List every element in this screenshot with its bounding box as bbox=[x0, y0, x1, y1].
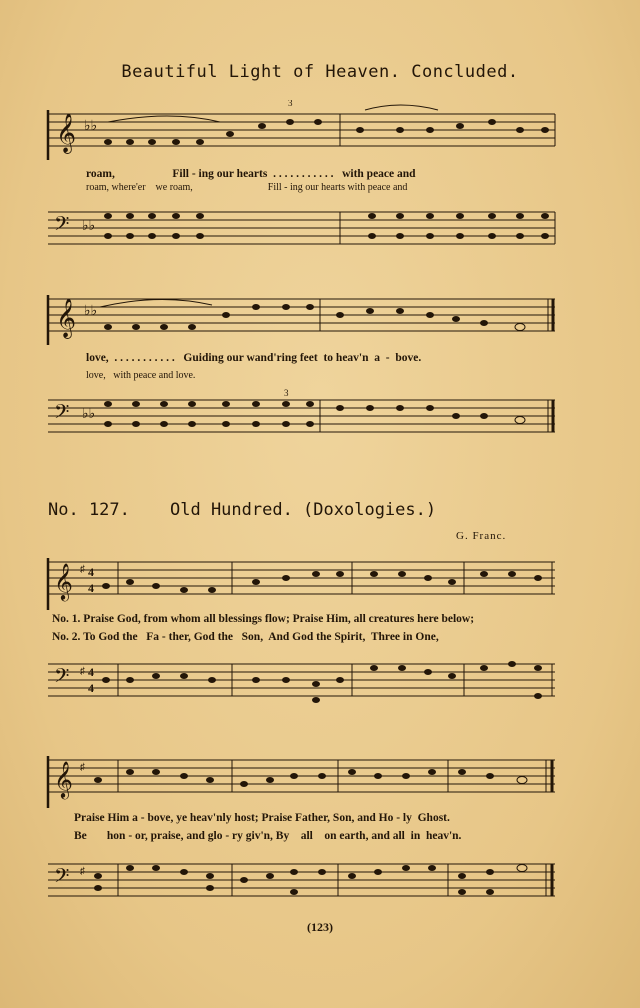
svg-text:♯: ♯ bbox=[80, 866, 85, 877]
hymn-title: Old Hundred. (Doxologies.) bbox=[170, 500, 437, 520]
verse-line: No. 2. To God the Fa - ther, God the Son, And God the Spirit, Three in One, bbox=[52, 631, 439, 643]
svg-text:4: 4 bbox=[88, 565, 94, 579]
verse-line: No. 1. Praise God, from whom all blessings flow; Praise Him, all creatures here below; bbox=[52, 613, 475, 625]
bass-staff-hymn-system1 bbox=[0, 652, 640, 712]
svg-text:𝄢: 𝄢 bbox=[54, 214, 70, 240]
bass-staff-system2 bbox=[0, 388, 640, 448]
verse-line: Praise Him a - bove, ye heav'nly host; Praise Father, Son, and Ho - ly Ghost. bbox=[74, 812, 450, 824]
svg-text:♭♭: ♭♭ bbox=[82, 219, 96, 234]
svg-text:𝄞: 𝄞 bbox=[56, 115, 77, 152]
svg-text:𝄢: 𝄢 bbox=[54, 866, 70, 892]
fingering-mark: 3 bbox=[288, 100, 293, 108]
hymn-number: No. 127. bbox=[48, 500, 130, 520]
lyric-line: roam, Fill - ing our hearts . . . . . . . . . . . with peace and bbox=[86, 168, 416, 180]
verse-line: Be hon - or, praise, and glo - ry giv'n, By all on earth, and all in heav'n. bbox=[74, 830, 462, 842]
svg-text:♯: ♯ bbox=[80, 762, 85, 773]
fingering-mark: 3 bbox=[284, 388, 289, 398]
svg-text:♭♭: ♭♭ bbox=[82, 407, 96, 422]
lyric-line-alt: love, with peace and love. bbox=[86, 370, 196, 381]
page-number: (123) bbox=[307, 920, 333, 934]
svg-text:𝄞: 𝄞 bbox=[54, 761, 73, 797]
treble-staff-hymn-system1 bbox=[0, 550, 640, 610]
svg-text:♭♭: ♭♭ bbox=[84, 119, 98, 134]
svg-text:𝄞: 𝄞 bbox=[56, 300, 77, 337]
svg-text:♯: ♯ bbox=[80, 564, 85, 575]
treble-staff-hymn-system2 bbox=[0, 748, 640, 808]
composer: G. Franc. bbox=[456, 530, 507, 542]
svg-text:♭♭: ♭♭ bbox=[84, 304, 98, 319]
section-title: Beautiful Light of Heaven. Concluded. bbox=[121, 62, 519, 82]
svg-text:𝄢: 𝄢 bbox=[54, 402, 70, 428]
bass-staff-hymn-system2 bbox=[0, 852, 640, 912]
svg-text:4: 4 bbox=[88, 681, 94, 695]
treble-staff-system2 bbox=[0, 285, 640, 345]
svg-text:4: 4 bbox=[88, 581, 94, 595]
svg-text:♯: ♯ bbox=[80, 666, 85, 677]
bass-staff-system1 bbox=[0, 200, 640, 260]
svg-text:𝄞: 𝄞 bbox=[54, 563, 73, 599]
treble-staff-system1 bbox=[0, 100, 640, 160]
lyric-line: love, . . . . . . . . . . . Guiding our wand'ring feet to heav'n a - bove. bbox=[86, 352, 422, 364]
lyric-line-alt: roam, where'er we roam, Fill - ing our hearts with peace and bbox=[86, 182, 408, 193]
svg-text:𝄢: 𝄢 bbox=[54, 666, 70, 692]
svg-text:4: 4 bbox=[88, 665, 94, 679]
